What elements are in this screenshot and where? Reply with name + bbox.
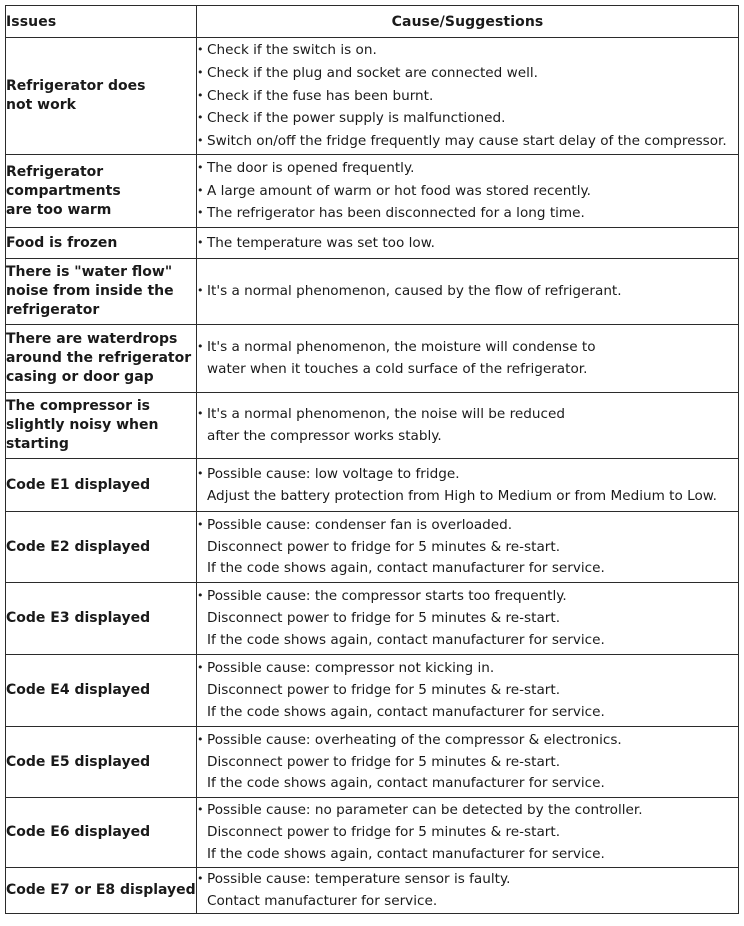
cause-line (197, 180, 738, 203)
issue-cell: The compressor is slightly noisy when starting (6, 393, 197, 459)
issue-cell: Code E5 displayed (6, 727, 197, 798)
bullet-icon: • (197, 407, 204, 421)
table-row (6, 459, 739, 512)
cause-cell (197, 655, 739, 727)
cause-line (197, 359, 738, 381)
cause-line-text: Contact manufacturer for service. (207, 892, 438, 909)
issue-cell: Code E7 or E8 displayed (6, 868, 197, 914)
cause-line-text: Adjust the battery protection from High to Medium or from Medium to Low. (207, 487, 717, 504)
table-row (6, 727, 739, 798)
cause-line (197, 657, 738, 680)
cause-line-text: If the code shows again, contact manufacturer for service. (207, 631, 605, 648)
cause-line-text: water when it touches a cold surface of the refrigerator. (207, 361, 588, 377)
table-row (6, 868, 739, 914)
cause-line-text: Possible cause: no parameter can be detected by the controller. (207, 802, 643, 819)
cause-line (197, 680, 738, 702)
cause-cell (197, 583, 739, 655)
cause-line (197, 799, 738, 822)
bullet-icon: • (197, 589, 204, 603)
bullet-icon: • (197, 43, 204, 56)
troubleshooting-table (5, 5, 739, 914)
cause-cell (197, 228, 739, 259)
issue-cell: Code E4 displayed (6, 655, 197, 727)
bullet-icon: • (197, 517, 204, 531)
cause-line (197, 729, 738, 752)
cause-cell (197, 325, 739, 393)
cause-line (197, 537, 738, 559)
table-row (6, 228, 739, 259)
cause-line (197, 868, 738, 891)
cause-cell (197, 459, 739, 512)
table-row (6, 38, 739, 155)
bullet-icon: • (197, 88, 204, 102)
cause-line (197, 558, 738, 580)
cause-line-text: after the compressor works stably. (207, 428, 442, 444)
cause-cell (197, 259, 739, 325)
cause-line (197, 232, 738, 255)
cause-line (197, 585, 738, 608)
issue-cell: There are waterdrops around the refrigerator casing or door gap (6, 325, 197, 393)
issue-cell: Food is frozen (6, 228, 197, 259)
cause-cell (197, 727, 739, 798)
bullet-icon: • (197, 134, 204, 148)
table-row (6, 798, 739, 868)
cause-line (197, 486, 738, 508)
cause-cell (197, 798, 739, 868)
issue-cell: Code E3 displayed (6, 583, 197, 655)
cause-line-text: If the code shows again, contact manufacturer for service. (207, 775, 605, 792)
cause-line-text: If the code shows again, contact manufacturer for service. (207, 845, 605, 862)
cause-line-text: A large amount of warm or hot food was stored recently. (207, 182, 591, 199)
issue-cell: There is "water flow" noise from inside the refrigerator (6, 259, 197, 325)
cause-cell (197, 38, 739, 155)
bullet-icon: • (197, 872, 204, 885)
issue-cell: Refrigerator does not work (6, 38, 197, 155)
table-row (6, 512, 739, 583)
cause-line-text: Disconnect power to fridge for 5 minutes & re-start. (207, 610, 561, 627)
cause-line (197, 514, 738, 537)
cause-line-text: Disconnect power to fridge for 5 minutes & re-start. (207, 682, 561, 699)
cause-line-text: Possible cause: condenser fan is overloaded. (207, 516, 513, 533)
cause-line-text: Possible cause: compressor not kicking in. (207, 660, 495, 677)
cause-line (197, 107, 738, 130)
cause-line-text: The refrigerator has been disconnected for a long time. (207, 205, 585, 222)
cause-line-text: Disconnect power to fridge for 5 minutes & re-start. (207, 538, 561, 555)
issue-cell: Code E1 displayed (6, 459, 197, 512)
cause-line (197, 403, 738, 426)
cause-line (197, 62, 738, 85)
cause-line (197, 85, 738, 108)
cause-line-text: Possible cause: low voltage to fridge. (207, 465, 460, 482)
cause-cell (197, 393, 739, 459)
cause-cell (197, 868, 739, 914)
issue-cell: Code E6 displayed (6, 798, 197, 868)
bullet-icon: • (197, 340, 204, 354)
bullet-icon: • (197, 206, 204, 220)
cause-line (197, 202, 738, 225)
cause-line (197, 630, 738, 652)
table-row (6, 155, 739, 228)
table-row (6, 583, 739, 655)
issue-cell: Refrigerator compartments are too warm (6, 155, 197, 228)
cause-line (197, 702, 738, 724)
table-row (6, 393, 739, 459)
bullet-icon: • (197, 284, 204, 298)
cause-line (197, 426, 738, 448)
cause-line-text: If the code shows again, contact manufacturer for service. (207, 703, 605, 720)
cause-cell (197, 155, 739, 228)
cause-line-text: Possible cause: the compressor starts too frequently. (207, 588, 567, 605)
cause-cell (197, 512, 739, 583)
table-row (6, 259, 739, 325)
cause-line (197, 844, 738, 866)
bullet-icon: • (197, 466, 204, 480)
bullet-icon: • (197, 803, 204, 817)
bullet-icon: • (197, 235, 204, 249)
cause-line-text: Possible cause: overheating of the compressor & electronics. (207, 731, 622, 748)
cause-line-text: Check if the plug and socket are connected well. (207, 64, 538, 81)
cause-line (197, 157, 738, 180)
cause-line-text: Switch on/off the fridge frequently may cause start delay of the compressor. (207, 133, 727, 150)
cause-line (197, 891, 738, 913)
cause-line (197, 336, 738, 359)
cause-line-text: It's a normal phenomenon, caused by the flow of refrigerant. (207, 283, 622, 300)
cause-line (197, 752, 738, 774)
bullet-icon: • (197, 661, 204, 675)
cause-line-text: Possible cause: temperature sensor is faulty. (207, 871, 511, 887)
table-row (6, 325, 739, 393)
header-row (6, 6, 739, 38)
cause-line-text: It's a normal phenomenon, the noise will be reduced (207, 406, 565, 423)
bullet-icon: • (197, 160, 204, 174)
cause-column-header: Cause/Suggestions (197, 6, 739, 38)
cause-line-text: If the code shows again, contact manufacturer for service. (207, 560, 605, 577)
table-row (6, 655, 739, 727)
bullet-icon: • (197, 65, 204, 79)
cause-line (197, 463, 738, 486)
cause-line (197, 822, 738, 844)
cause-line (197, 280, 738, 303)
cause-line-text: The temperature was set too low. (207, 234, 435, 251)
cause-line (197, 608, 738, 630)
cause-line-text: Check if the power supply is malfunctioned. (207, 110, 506, 127)
cause-line-text: Check if the fuse has been burnt. (207, 87, 434, 104)
issue-cell: Code E2 displayed (6, 512, 197, 583)
cause-line (197, 39, 738, 62)
cause-line (197, 130, 738, 153)
bullet-icon: • (197, 111, 204, 125)
cause-line-text: It's a normal phenomenon, the moisture will condense to (207, 339, 596, 356)
cause-line-text: The door is opened frequently. (207, 159, 415, 176)
cause-line (197, 773, 738, 795)
table-body (6, 38, 739, 914)
bullet-icon: • (197, 183, 204, 197)
cause-line-text: Disconnect power to fridge for 5 minutes & re-start. (207, 753, 561, 770)
cause-line-text: Disconnect power to fridge for 5 minutes & re-start. (207, 824, 561, 841)
issues-column-header: Issues (6, 6, 197, 38)
cause-line-text: Check if the switch is on. (207, 42, 377, 58)
bullet-icon: • (197, 732, 204, 746)
